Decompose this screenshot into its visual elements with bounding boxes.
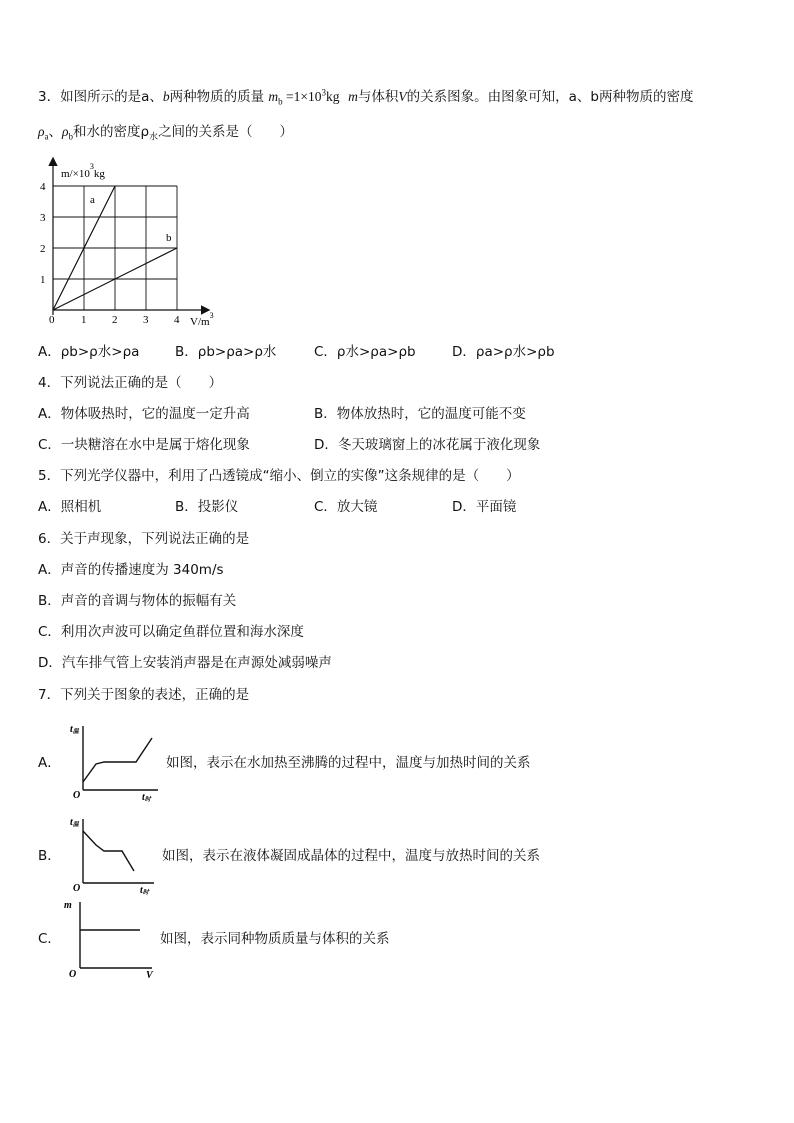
q3-rho-b: ρ	[61, 124, 69, 139]
q3-separator: 、	[48, 124, 62, 140]
q3-v-var: V	[398, 89, 407, 104]
q5-option-a[interactable]: A．照相机	[38, 499, 102, 515]
q3-mb-exp: 3	[321, 87, 327, 98]
q3-mb-sub: b	[278, 96, 283, 107]
q5-stem: 5．下列光学仪器中，利用了凸透镜成“缩小、倒立的实像”这条规律的是（ ）	[38, 468, 520, 484]
q7-option-b-graph	[68, 815, 168, 895]
q3-grid	[53, 186, 177, 310]
svg-text:O: O	[69, 969, 77, 980]
svg-text:t温: t温	[70, 817, 79, 828]
q4-option-d[interactable]: D．冬天玻璃窗上的冰花属于液化现象	[314, 437, 541, 453]
q6-option-d[interactable]: D．汽车排气管上安装消声器是在声源处减弱噪声	[38, 655, 332, 671]
q3-rho-a-sub: a	[44, 131, 49, 142]
q3-x-tick-label: 4	[174, 314, 180, 326]
q3-mass-volume-graph	[30, 155, 230, 330]
q3-water-text: 和水的密度ρ	[72, 124, 150, 140]
q3-stem-tail: 之间的关系是（ ）	[158, 124, 294, 140]
q3-y-tick-label: 3	[40, 212, 46, 224]
q7-option-a-graph	[68, 722, 168, 802]
q5-option-c[interactable]: C．放大镜	[314, 499, 378, 515]
q7-stem: 7．下列关于图象的表述，正确的是	[38, 687, 250, 703]
q3-text-c: 两种物质的质量	[169, 89, 265, 105]
svg-text:t温: t温	[70, 724, 79, 735]
q3-stem-line1	[38, 88, 693, 106]
q3-mb-unit: kg	[326, 89, 340, 104]
svg-text:m: m	[64, 900, 72, 911]
svg-text:t时: t时	[140, 885, 149, 896]
q6-option-a[interactable]: A．声音的传播速度为 340m/s	[38, 562, 224, 578]
q6-option-c[interactable]: C．利用次声波可以确定鱼群位置和海水深度	[38, 624, 304, 640]
q3-option-b[interactable]: B．ρb>ρa>ρ水	[175, 344, 277, 360]
q3-x-label: $V/m^3$	[190, 311, 214, 328]
q7-option-a-label[interactable]: A．	[38, 755, 61, 771]
q3-option-d[interactable]: D．ρa>ρ水>ρb	[452, 344, 555, 360]
q3-stem-line2	[38, 123, 293, 141]
q3-letter-b: b	[162, 89, 170, 104]
q3-tick-labels	[40, 181, 180, 326]
q3-number: 3．	[38, 89, 61, 105]
q6-option-b[interactable]: B．声音的音调与物体的振幅有关	[38, 593, 237, 609]
svg-text:V: V	[146, 970, 153, 981]
q6-stem: 6．关于声现象，下列说法正确的是	[38, 531, 250, 547]
q3-origin-label: 0	[49, 314, 55, 326]
q7-option-c-graph	[62, 898, 162, 981]
q3-y-tick-label: 4	[40, 181, 46, 193]
q4-option-b[interactable]: B．物体放热时，它的温度可能不变	[314, 406, 526, 422]
q3-rho-b-sub: b	[68, 131, 73, 142]
q3-rho-a: ρ	[38, 124, 45, 139]
q3-line-a-label: a	[90, 194, 95, 206]
q3-text-d: 与体积	[357, 89, 399, 105]
q3-water-sub: 水	[149, 132, 159, 143]
q3-y-label: $m/\times 10^3kg$	[61, 162, 105, 180]
q3-text-e: 的关系图象。由图象可知，a、b两种物质的密度	[406, 89, 694, 105]
q3-m-var: m	[348, 89, 358, 104]
q3-text-a: 如图所示的是a、	[60, 89, 163, 105]
svg-text:O: O	[73, 790, 81, 801]
q3-y-tick-label: 2	[40, 243, 46, 255]
q7-option-c-text: 如图，表示同种物质质量与体积的关系	[160, 931, 390, 947]
q3-line-b-label: b	[166, 232, 172, 244]
q3-option-c[interactable]: C．ρ水>ρa>ρb	[314, 344, 416, 360]
q3-x-tick-label: 3	[143, 314, 149, 326]
q7-option-b-label[interactable]: B．	[38, 848, 61, 864]
q3-mb-var: m	[268, 89, 279, 104]
q3-option-a[interactable]: A．ρb>ρ水>ρa	[38, 344, 140, 360]
q5-option-b[interactable]: B．投影仪	[175, 499, 239, 515]
q4-stem: 4．下列说法正确的是（ ）	[38, 375, 223, 391]
q5-option-d[interactable]: D．平面镜	[452, 499, 517, 515]
svg-text:t时: t时	[142, 792, 151, 803]
svg-text:O: O	[73, 883, 81, 894]
q4-option-c[interactable]: C．一块糖溶在水中是属于熔化现象	[38, 437, 250, 453]
q3-x-tick-label: 2	[112, 314, 118, 326]
q3-y-tick-label: 1	[40, 274, 46, 286]
q3-mb-eq: =1×10	[282, 89, 322, 104]
q4-option-a[interactable]: A．物体吸热时，它的温度一定升高	[38, 406, 250, 422]
q7-option-b-text: 如图，表示在液体凝固成晶体的过程中，温度与放热时间的关系	[162, 848, 540, 864]
q7-option-c-label[interactable]: C．	[38, 931, 61, 947]
q7-option-a-text: 如图，表示在水加热至沸腾的过程中，温度与加热时间的关系	[166, 755, 531, 771]
q3-x-tick-label: 1	[81, 314, 87, 326]
